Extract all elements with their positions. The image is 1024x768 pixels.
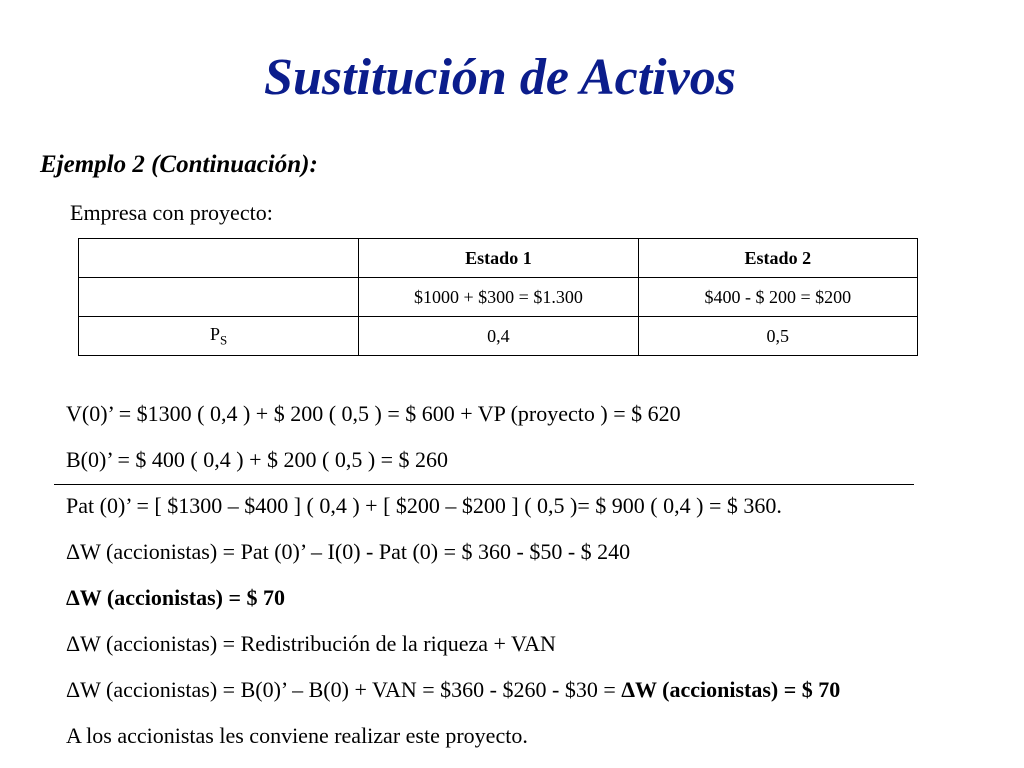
- line-pat0: Pat (0)’ = [ $1300 – $400 ] ( 0,4 ) + [ $200 – $200 ] ( 0,5 )= $ 900 ( 0,4 ) = $ 360.: [66, 493, 782, 518]
- prob-label-sub: S: [220, 332, 228, 348]
- line-dw-result: ΔW (accionistas) = $ 70: [66, 585, 286, 610]
- equations-block: [66, 398, 840, 766]
- table-prob-estado-2: 0,5: [638, 317, 917, 356]
- line-dw-3-prefix: ΔW (accionistas) = B(0)’ – B(0) + VAN = $360 - $260 - $30 =: [66, 677, 622, 702]
- table-header-row: [79, 239, 918, 278]
- prob-label-main: P: [210, 323, 221, 344]
- table-header-estado-1: Estado 1: [359, 239, 638, 278]
- line-dw-3: [66, 674, 840, 720]
- slide-title: Sustitución de Activos: [264, 49, 736, 106]
- line-v0: V(0)’ = $1300 ( 0,4 ) + $ 200 ( 0,5 ) = $ 600 + VP (proyecto ) = $ 620: [66, 401, 681, 426]
- intro-text: Empresa con proyecto:: [70, 200, 273, 225]
- line-dw-2: ΔW (accionistas) = Redistribución de la riqueza + VAN: [66, 631, 556, 656]
- table-prob-row: [79, 317, 918, 356]
- line-b0: B(0)’ = $ 400 ( 0,4 ) + $ 200 ( 0,5 ) = $ 260: [66, 447, 449, 472]
- states-table: [78, 238, 918, 356]
- table-prob-estado-1: 0,4: [359, 317, 638, 356]
- line-dw-3-bold: ΔW (accionistas) = $ 70: [621, 677, 841, 702]
- table-prob-label: [79, 317, 359, 356]
- table-values-row: [79, 278, 918, 317]
- line-conclusion: A los accionistas les conviene realizar este proyecto.: [66, 723, 528, 748]
- table-header-estado-2: Estado 2: [638, 239, 917, 278]
- line-dw-1: ΔW (accionistas) = Pat (0)’ – I(0) - Pat (0) = $ 360 - $50 - $ 240: [66, 539, 631, 564]
- table-value-estado-1: $1000 + $300 = $1.300: [359, 278, 638, 317]
- example-subtitle: Ejemplo 2 (Continuación):: [40, 151, 318, 178]
- table-value-estado-2: $400 - $ 200 = $200: [638, 278, 917, 317]
- table-values-label: [79, 278, 359, 317]
- table-header-empty: [79, 239, 359, 278]
